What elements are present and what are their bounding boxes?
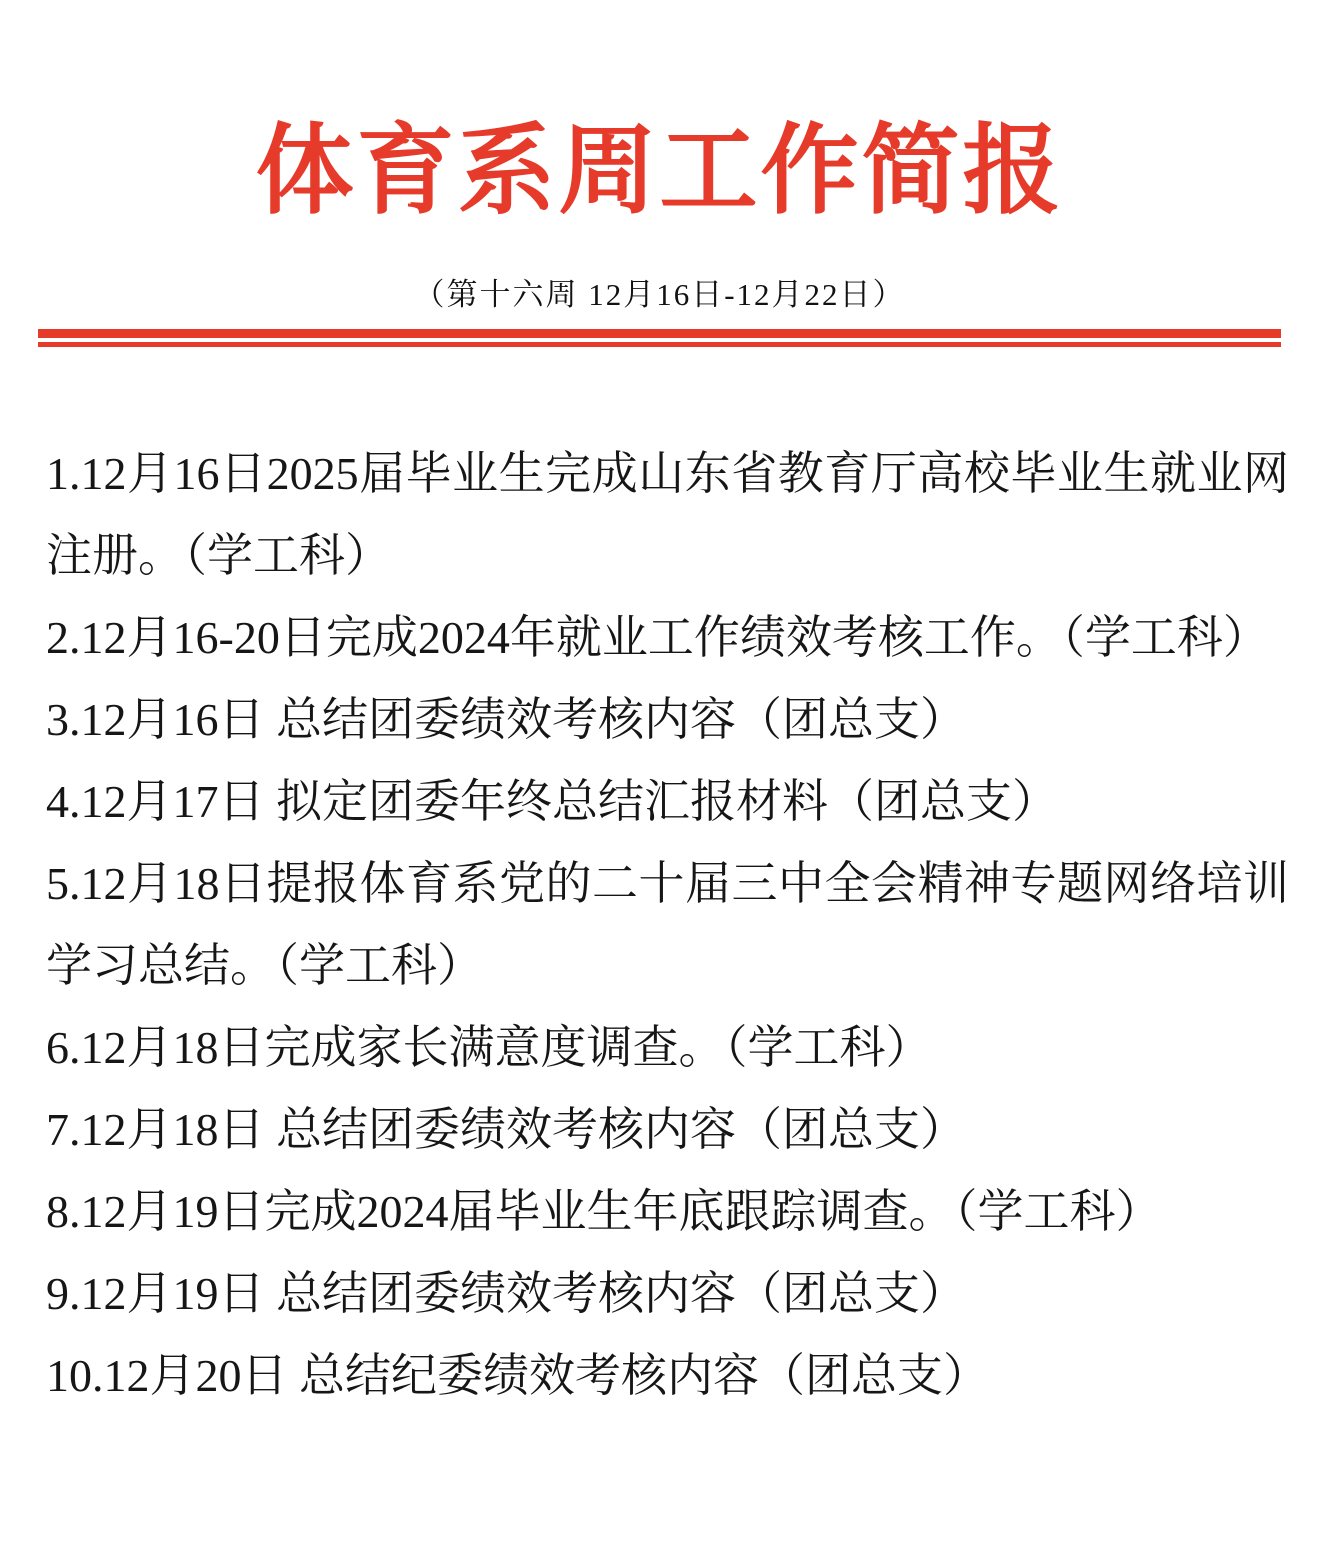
rule-thin-line	[38, 342, 1281, 347]
report-item-10: 10.12月20日 总结纪委绩效考核内容（团总支）	[46, 1349, 989, 1401]
report-item-4: 4.12月17日 拟定团委年终总结汇报材料（团总支）	[46, 775, 1058, 827]
report-item-9: 9.12月19日 总结团委绩效考核内容（团总支）	[46, 1267, 966, 1319]
report-item-5: 5.12月18日提报体育系党的二十届三中全会精神专题网络培训学习总结。（学工科）	[46, 857, 1289, 991]
page-subtitle: （第十六周 12月16日-12月22日）	[413, 276, 906, 312]
report-body	[0, 433, 1319, 1417]
report-item-1: 1.12月16日2025届毕业生完成山东省教育厅高校毕业生就业网注册。（学工科）	[46, 447, 1289, 581]
page-title: 体育系周工作简报	[255, 115, 1064, 225]
report-item-6: 6.12月18日完成家长满意度调查。（学工科）	[46, 1021, 932, 1073]
report-item-7: 7.12月18日 总结团委绩效考核内容（团总支）	[46, 1103, 966, 1155]
report-item-2: 2.12月16-20日完成2024年就业工作绩效考核工作。（学工科）	[46, 611, 1269, 663]
report-item-8: 8.12月19日完成2024届毕业生年底跟踪调查。（学工科）	[46, 1185, 1162, 1237]
header-double-rule	[38, 329, 1281, 347]
rule-thick-line	[38, 329, 1281, 338]
report-item-3: 3.12月16日 总结团委绩效考核内容（团总支）	[46, 693, 966, 745]
